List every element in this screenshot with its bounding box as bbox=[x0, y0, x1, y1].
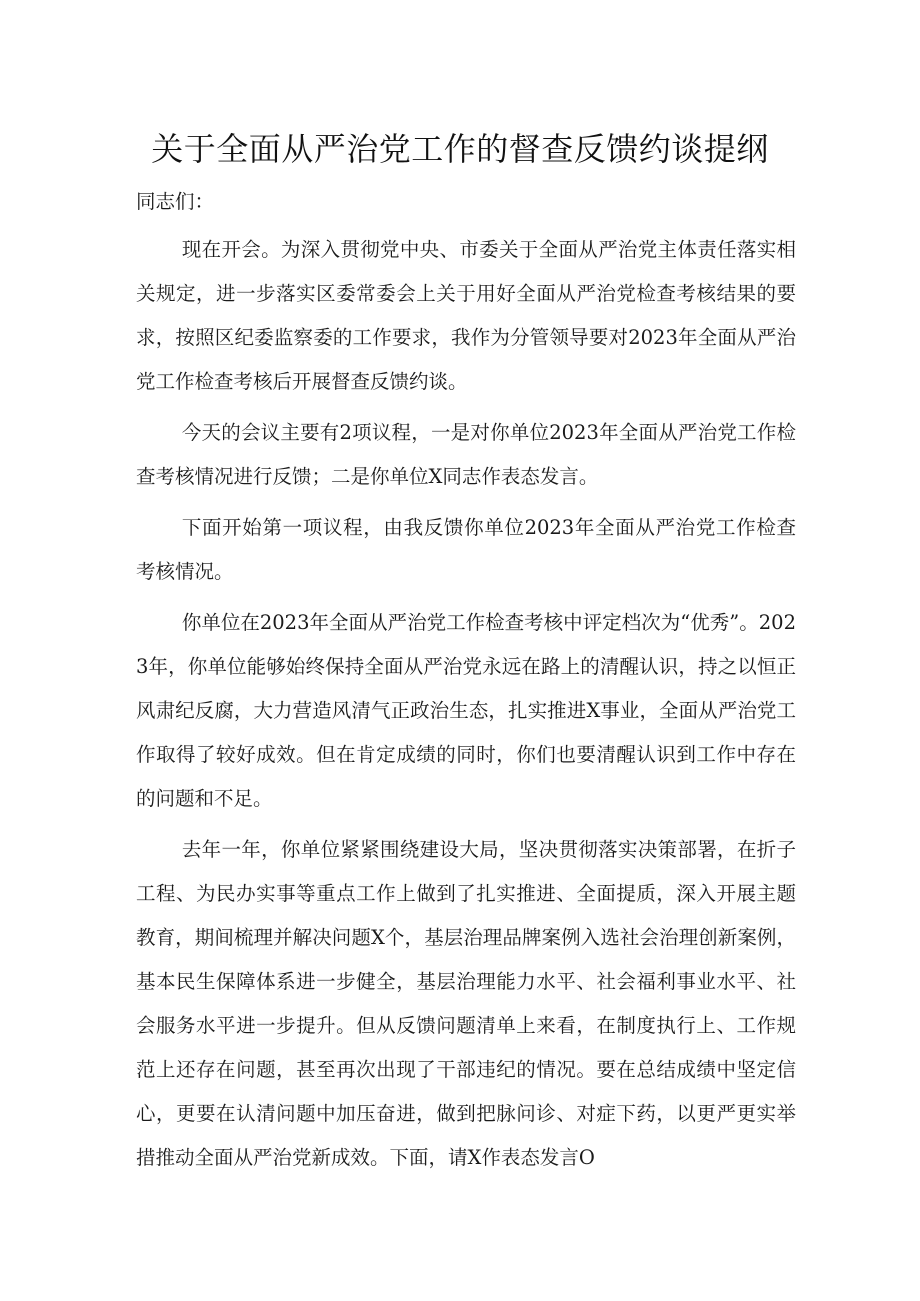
paragraph-opening: 现在开会。为深入贯彻党中央、市委关于全面从严治党主体责任落实相关规定，进一步落实区委常委会上关于用好全面从严治党检查考核结果的要求，按照区纪委监察委的工作要求，我作为分管领导要对2023年全面从严治党工作检查考核后开展督查反馈约谈。 bbox=[136, 238, 796, 393]
paragraph-agenda: 今天的会议主要有2项议程，一是对你单位2023年全面从严治党工作检查考核情况进行反馈；二是你单位X同志作表态发言。 bbox=[136, 421, 796, 488]
paragraph-review: 去年一年，你单位紧紧围绕建设大局，坚决贯彻落实决策部署，在折子工程、为民办实事等重点工作上做到了扎实推进、全面提质，深入开展主题教育，期间梳理并解决问题X个，基层治理品牌案例入选社会治理创新案例，基本民生保障体系进一步健全，基层治理能力水平、社会福利事业水平、社会服务水平进一步提升。但从反馈问题清单上来看，在制度执行上、工作规范上还存在问题，甚至再次出现了干部违纪的情况。要在总结成绩中坚定信心，更要在认清问题中加压奋进，做到把脉问诊、对症下药，以更严更实举措推动全面从严治党新成效。下面，请X作表态发言O bbox=[136, 838, 796, 1169]
paragraph-assessment: 你单位在2023年全面从严治党工作检查考核中评定档次为“优秀”。2023年，你单位能够始终保持全面从严治党永远在路上的清醒认识，持之以恒正风肃纪反腐，大力营造风清气正政治生态，扎实推进X事业，全面从严治党工作取得了较好成效。但在肯定成绩的同时，你们也要清醒认识到工作中存在的问题和不足。 bbox=[136, 611, 796, 810]
salutation: 同志们： bbox=[136, 190, 215, 213]
document-title: 关于全面从严治党工作的督查反馈约谈提纲 bbox=[151, 130, 769, 168]
paragraph-first-item: 下面开始第一项议程，由我反馈你单位2023年全面从严治党工作检查考核情况。 bbox=[136, 516, 796, 583]
